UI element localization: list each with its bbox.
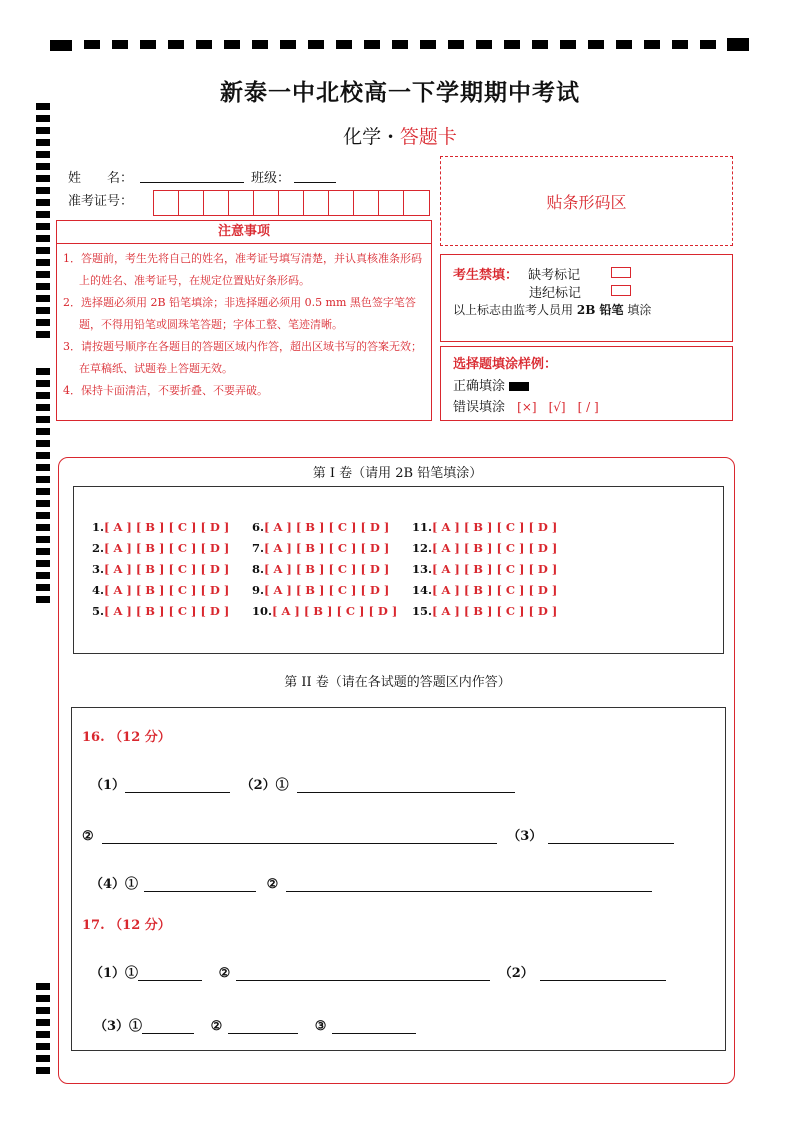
question-number: 10.	[252, 604, 273, 618]
choice-options[interactable]: [ A ] [ B ] [ C ] [ D ]	[104, 562, 230, 576]
choice-options[interactable]: [ A ] [ B ] [ C ] [ D ]	[104, 604, 230, 618]
name-label: 姓 名：	[68, 171, 134, 186]
choice-options[interactable]: [ A ] [ B ] [ C ] [ D ]	[264, 583, 390, 597]
timing-mark	[36, 175, 50, 182]
question-number: 14.	[412, 583, 433, 597]
choice-options[interactable]: [ A ] [ B ] [ C ] [ D ]	[264, 541, 390, 555]
question-number: 2.	[92, 541, 105, 555]
timing-mark	[36, 307, 50, 314]
question-number: 15.	[412, 604, 433, 618]
answer-line[interactable]	[125, 778, 230, 793]
choice-options[interactable]: [ A ] [ B ] [ C ] [ D ]	[104, 520, 230, 534]
q17-heading: 17. （12 分）	[82, 918, 171, 933]
timing-mark	[36, 404, 50, 411]
choice-question	[412, 583, 557, 597]
choice-options[interactable]: [ A ] [ B ] [ C ] [ D ]	[264, 562, 390, 576]
choice-options[interactable]: [ A ] [ B ] [ C ] [ D ]	[104, 541, 230, 555]
timing-mark	[36, 476, 50, 483]
timing-mark	[36, 295, 50, 302]
question-number: 12.	[412, 541, 433, 555]
timing-mark	[36, 983, 50, 990]
timing-mark	[36, 163, 50, 170]
question-number: 8.	[252, 562, 265, 576]
timing-mark	[36, 1043, 50, 1050]
choice-question	[92, 583, 229, 597]
choice-options[interactable]: [ A ] [ B ] [ C ] [ D ]	[432, 562, 558, 576]
choice-question	[92, 562, 229, 576]
timing-mark	[36, 584, 50, 591]
timing-mark	[36, 464, 50, 471]
class-label: 班级：	[251, 171, 291, 186]
question-number: 3.	[92, 562, 105, 576]
timing-mark	[36, 1007, 50, 1014]
absent-label: 缺考标记	[528, 268, 581, 283]
timing-mark	[36, 271, 50, 278]
notice-item: 3．请按题号顺序在各题目的答题区域内作答，超出区域书写的答案无效；在草稿纸、试题卷上答题无效。	[63, 340, 422, 375]
ban-label: 考生禁填：	[453, 268, 519, 283]
exam-subtitle	[0, 122, 800, 149]
timing-mark	[36, 331, 50, 338]
violation-mark[interactable]	[611, 285, 631, 296]
timing-mark	[36, 428, 50, 435]
answer-line[interactable]	[138, 966, 202, 981]
choice-question	[92, 520, 229, 534]
question-number: 4.	[92, 583, 105, 597]
question-number: 9.	[252, 583, 265, 597]
written-answer-box	[71, 707, 726, 1051]
notice-item: 2．选择题必须用 2B 铅笔填涂；非选择题必须用 0.5 mm 黑色签字笔答题，不得用铅笔或圆珠笔答题；字体工整、笔迹清晰。	[63, 296, 416, 331]
answer-line[interactable]	[236, 966, 490, 981]
q17-part: （3）① ② ③	[94, 1015, 416, 1034]
timing-mark	[36, 488, 50, 495]
sample-label: 选择题填涂样例：	[453, 357, 558, 372]
timing-mark	[36, 416, 50, 423]
absent-mark[interactable]	[611, 267, 631, 278]
timing-mark	[36, 392, 50, 399]
wrong-marks: [×] [√] [ / ]	[517, 400, 599, 414]
timing-mark	[36, 452, 50, 459]
choice-options[interactable]: [ A ] [ B ] [ C ] [ D ]	[264, 520, 390, 534]
q16-part: （1） （2）①	[90, 774, 515, 793]
timing-mark	[36, 187, 50, 194]
choice-question	[92, 541, 229, 555]
correct-label: 正确填涂	[453, 379, 506, 394]
exam-id-boxes[interactable]	[153, 190, 430, 216]
choice-question	[252, 520, 389, 534]
choice-question	[252, 562, 389, 576]
choice-question	[412, 541, 557, 555]
question-number: 5.	[92, 604, 105, 618]
choice-options[interactable]: [ A ] [ B ] [ C ] [ D ]	[104, 583, 230, 597]
question-number: 1.	[92, 520, 105, 534]
answer-line[interactable]	[144, 877, 256, 892]
subject: 化学	[343, 126, 382, 148]
card-label: 答题卡	[399, 126, 457, 148]
ban-note-suffix: 填涂	[627, 303, 652, 317]
timing-mark	[36, 572, 50, 579]
subtitle-dot: ·	[387, 126, 394, 148]
violation-label: 违纪标记	[529, 286, 582, 301]
answer-line[interactable]	[142, 1019, 194, 1034]
timing-mark	[36, 151, 50, 158]
answer-line[interactable]	[102, 829, 497, 844]
part1-title: 第 I 卷（请用 2B 铅笔填涂）	[312, 466, 483, 481]
ban-note-prefix: 以上标志由监考人员用	[453, 303, 574, 317]
timing-mark	[36, 500, 50, 507]
choice-question	[412, 562, 557, 576]
class-field[interactable]	[294, 182, 336, 183]
timing-mark	[36, 247, 50, 254]
choice-question	[252, 541, 389, 555]
question-number: 13.	[412, 562, 433, 576]
timing-mark	[36, 1031, 50, 1038]
part2-title: 第 II 卷（请在各试题的答题区内作答）	[284, 675, 511, 690]
timing-mark	[36, 319, 50, 326]
timing-mark	[36, 1019, 50, 1026]
filled-mark	[509, 382, 529, 391]
q16-heading: 16. （12 分）	[82, 730, 171, 745]
ban-note-pencil: 2B 铅笔	[576, 303, 624, 317]
q16-part: （4）① ②	[90, 873, 652, 892]
barcode-area: 贴条形码区	[440, 156, 733, 246]
timing-mark	[36, 211, 50, 218]
choice-box	[73, 486, 724, 654]
id-label: 准考证号：	[68, 194, 134, 209]
answer-line[interactable]	[540, 966, 666, 981]
exam-title: 新泰一中北校高一下学期期中考试	[220, 80, 580, 106]
question-number: 7.	[252, 541, 265, 555]
choice-question	[412, 604, 557, 618]
choice-options[interactable]: [ A ] [ B ] [ C ] [ D ]	[432, 541, 558, 555]
choice-question	[92, 604, 229, 618]
timing-mark	[36, 536, 50, 543]
choice-question	[412, 520, 557, 534]
name-field[interactable]	[140, 182, 244, 183]
notice-item: 4．保持卡面清洁，不要折叠、不要弄破。	[63, 384, 268, 397]
timing-mark	[36, 560, 50, 567]
choice-options[interactable]: [ A ] [ B ] [ C ] [ D ]	[272, 604, 398, 618]
timing-mark	[36, 548, 50, 555]
answer-line[interactable]	[332, 1019, 416, 1034]
question-number: 6.	[252, 520, 265, 534]
choice-question	[252, 583, 389, 597]
q17-part: （1）① ② （2）	[90, 962, 666, 981]
timing-mark	[36, 995, 50, 1002]
timing-mark	[36, 115, 50, 122]
q16-part: ② （3）	[82, 825, 674, 844]
timing-mark	[36, 380, 50, 387]
answer-line[interactable]	[228, 1019, 298, 1034]
timing-mark	[36, 259, 50, 266]
answer-line[interactable]	[548, 829, 674, 844]
choice-options[interactable]: [ A ] [ B ] [ C ] [ D ]	[432, 520, 558, 534]
question-number: 11.	[412, 520, 433, 534]
timing-mark	[36, 223, 50, 230]
timing-mark	[36, 524, 50, 531]
choice-options[interactable]: [ A ] [ B ] [ C ] [ D ]	[432, 583, 558, 597]
timing-mark	[36, 512, 50, 519]
answer-line[interactable]	[286, 877, 652, 892]
answer-line[interactable]	[297, 778, 515, 793]
timing-mark	[36, 440, 50, 447]
wrong-label: 错误填涂	[453, 400, 506, 415]
timing-mark	[36, 199, 50, 206]
timing-mark	[36, 368, 50, 375]
notice-item: 1．答题前，考生先将自己的姓名，准考证号填写清楚，并认真核准条形码上的姓名、准考证号，在规定位置贴好条形码。	[63, 252, 422, 287]
timing-mark	[36, 1067, 50, 1074]
notice-box	[56, 220, 432, 421]
timing-mark	[36, 596, 50, 603]
sample-box	[440, 346, 733, 421]
choice-question	[252, 604, 397, 618]
answer-area	[58, 457, 735, 1084]
timing-mark	[36, 1055, 50, 1062]
timing-mark	[36, 235, 50, 242]
notice-heading: 注意事项	[57, 221, 431, 244]
ban-box	[440, 254, 733, 342]
choice-options[interactable]: [ A ] [ B ] [ C ] [ D ]	[432, 604, 558, 618]
timing-mark	[36, 283, 50, 290]
